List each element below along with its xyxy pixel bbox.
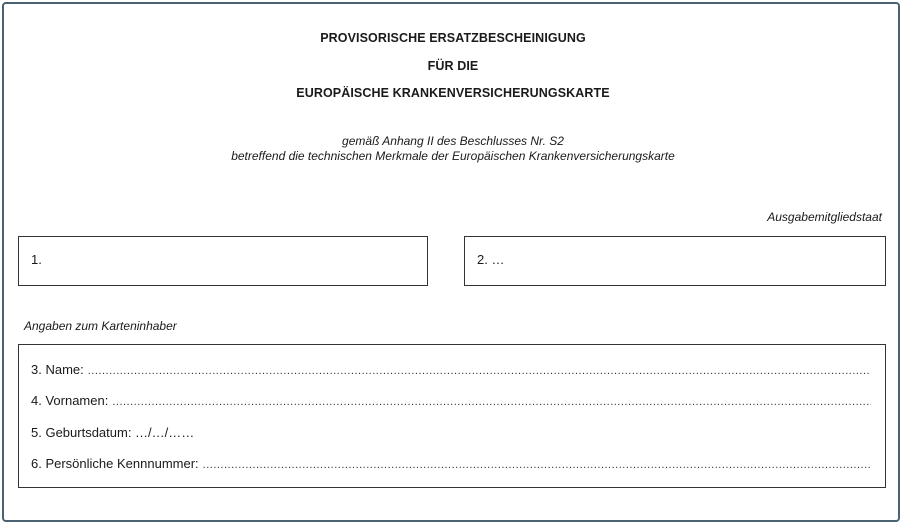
personal-id-label: 6. Persönliche Kennnummer: <box>31 456 199 471</box>
first-names-dotted-line <box>112 396 871 408</box>
personal-id-dotted-line <box>203 459 871 471</box>
card-holder-section-label: Angaben zum Karteninhaber <box>24 319 177 333</box>
document-subtitle-line-2: betreffend die technischen Merkmale der Europäischen Krankenversicherungskarte <box>231 149 675 163</box>
name-dotted-line <box>88 365 871 377</box>
issuing-state-field-1 <box>18 236 428 286</box>
card-holder-box <box>18 344 886 488</box>
personal-id-row <box>31 456 871 471</box>
field-1-label: 1. <box>31 252 42 267</box>
birthdate-row <box>31 425 871 440</box>
name-label: 3. Name: <box>31 362 84 377</box>
document-title-line-1: PROVISORISCHE ERSATZBESCHEINIGUNG <box>320 31 586 45</box>
document-subtitle-line-1: gemäß Anhang II des Beschlusses Nr. S2 <box>342 134 564 148</box>
birthdate-label: 5. Geburtsdatum: …/…/…… <box>31 425 195 440</box>
document-title-line-3: EUROPÄISCHE KRANKENVERSICHERUNGSKARTE <box>296 86 610 100</box>
document-title-line-2: FÜR DIE <box>427 59 479 73</box>
name-row <box>31 362 871 377</box>
issuing-state-label: Ausgabemitgliedstaat <box>767 210 882 224</box>
issuing-state-field-2 <box>464 236 886 286</box>
field-2-label: 2. … <box>477 252 505 267</box>
first-names-label: 4. Vornamen: <box>31 393 109 408</box>
first-names-row <box>31 393 871 408</box>
